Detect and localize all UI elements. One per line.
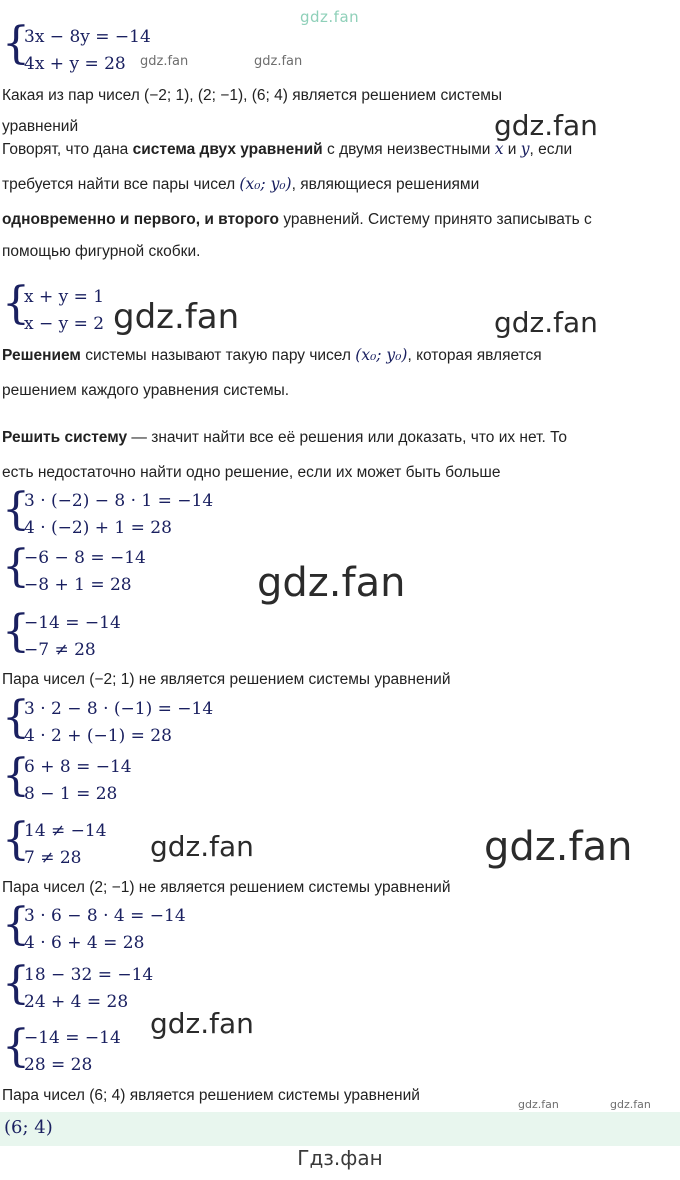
- p1-var-y: y: [520, 140, 530, 158]
- p1-text-a: Говорят, что дана: [2, 141, 133, 158]
- system-2-line-2: x − y = 2: [24, 314, 105, 334]
- check-5-line-1: 6 + 8 = −14: [24, 757, 132, 777]
- answer-highlight: [0, 1112, 680, 1146]
- question-line-2: уравнений: [2, 118, 79, 135]
- conclusion-2: Пара чисел (2; −1) не является решением системы уравнений: [2, 879, 451, 896]
- brace-system-1: {: [2, 18, 30, 69]
- check-3: [24, 610, 121, 664]
- paragraph-1-line-1: [2, 139, 572, 160]
- p5-text-b: системы называют такую пару чисел: [80, 347, 356, 364]
- watermark-8: gdz.fan: [484, 824, 633, 870]
- watermark-9: gdz.fan: [150, 1007, 254, 1040]
- watermark-top: gdz.fan: [300, 8, 360, 26]
- watermark-2: gdz.fan: [254, 54, 303, 69]
- check-3-line-2: −7 ≠ 28: [24, 640, 96, 660]
- paragraph-1-line-3: [2, 210, 592, 230]
- p1-bold: система двух уравнений: [132, 141, 323, 158]
- check-5-line-2: 8 − 1 = 28: [24, 784, 118, 804]
- check-8-line-1: 18 − 32 = −14: [24, 965, 154, 985]
- watermark-3: gdz.fan: [494, 109, 598, 142]
- check-4-line-2: 4 · 2 + (−1) = 28: [24, 726, 172, 746]
- p7-text-b: — значит найти все её решения или доказать, что их нет. То: [127, 429, 567, 446]
- paragraph-1-line-2: [2, 174, 479, 195]
- brace-check-5: {: [2, 750, 30, 801]
- check-5: [24, 754, 132, 808]
- question-line-1: Какая из пар чисел (−2; 1), (2; −1), (6; 4) является решением системы: [2, 87, 502, 104]
- brace-check-4: {: [2, 692, 30, 743]
- p7-bold: Решить систему: [2, 429, 128, 446]
- p2-pair: (x₀; y₀): [239, 175, 292, 193]
- p2-text-a: требуется найти все пары чисел: [2, 176, 240, 193]
- watermark-11: gdz.fan: [610, 1098, 651, 1111]
- check-4: [24, 696, 213, 750]
- check-7: [24, 903, 186, 957]
- system-1-line-1: 3x − 8y = −14: [24, 27, 151, 47]
- check-9: [24, 1025, 121, 1079]
- paragraph-1-line-4: помощью фигурной скобки.: [2, 243, 201, 260]
- check-6-line-1: 14 ≠ −14: [24, 821, 107, 841]
- watermark-4: gdz.fan: [113, 297, 240, 337]
- watermark-1: gdz.fan: [140, 54, 189, 69]
- watermark-10: gdz.fan: [518, 1098, 559, 1111]
- check-2: [24, 545, 146, 599]
- system-1: [24, 24, 151, 78]
- watermark-6: gdz.fan: [257, 560, 406, 606]
- p5-text-d: , которая является: [407, 347, 542, 364]
- conclusion-3: Пара чисел (6; 4) является решением системы уравнений: [2, 1087, 420, 1104]
- check-8-line-2: 24 + 4 = 28: [24, 992, 129, 1012]
- p1-text-c: с двумя неизвестными: [322, 141, 495, 158]
- paragraph-2-line-2: решением каждого уравнения системы.: [2, 382, 290, 399]
- check-4-line-1: 3 · 2 − 8 · (−1) = −14: [24, 699, 214, 719]
- system-1-line-2: 4x + y = 28: [24, 54, 126, 74]
- p5-bold: Решением: [2, 347, 81, 364]
- check-6: [24, 818, 107, 872]
- brace-check-3: {: [2, 606, 30, 657]
- watermark-7: gdz.fan: [150, 830, 254, 863]
- p1-var-x: x: [494, 140, 504, 158]
- check-7-line-2: 4 · 6 + 4 = 28: [24, 933, 145, 953]
- watermark-5: gdz.fan: [494, 306, 598, 339]
- answer-value: (6; 4): [4, 1117, 53, 1138]
- footer-brand: Гдз.фан: [297, 1146, 383, 1170]
- brace-check-7: {: [2, 899, 30, 950]
- check-9-line-2: 28 = 28: [24, 1055, 93, 1075]
- check-1-line-2: 4 · (−2) + 1 = 28: [24, 518, 172, 538]
- check-2-line-2: −8 + 1 = 28: [24, 575, 132, 595]
- p3-text-b: уравнений. Систему принято записывать с: [279, 211, 592, 228]
- check-9-line-1: −14 = −14: [24, 1028, 121, 1048]
- check-7-line-1: 3 · 6 − 8 · 4 = −14: [24, 906, 186, 926]
- p3-bold: одновременно и первого, и второго: [2, 211, 280, 228]
- conclusion-1: Пара чисел (−2; 1) не является решением системы уравнений: [2, 671, 451, 688]
- brace-check-6: {: [2, 814, 30, 865]
- system-2: [24, 284, 104, 338]
- check-8: [24, 962, 153, 1016]
- brace-check-1: {: [2, 484, 30, 535]
- brace-system-2: {: [2, 278, 30, 329]
- check-3-line-1: −14 = −14: [24, 613, 121, 633]
- p1-text-g: , если: [529, 141, 573, 158]
- brace-check-9: {: [2, 1021, 30, 1072]
- p5-pair: (x₀; y₀): [355, 346, 408, 364]
- system-2-line-1: x + y = 1: [24, 287, 105, 307]
- brace-check-2: {: [2, 541, 30, 592]
- paragraph-3-line-1: [2, 428, 567, 448]
- check-2-line-1: −6 − 8 = −14: [24, 548, 146, 568]
- p1-text-e: и: [503, 141, 521, 158]
- check-6-line-2: 7 ≠ 28: [24, 848, 82, 868]
- brace-check-8: {: [2, 958, 30, 1009]
- check-1: [24, 488, 213, 542]
- p2-text-c: , являющиеся решениями: [291, 176, 480, 193]
- check-1-line-1: 3 · (−2) − 8 · 1 = −14: [24, 491, 214, 511]
- paragraph-2-line-1: [2, 345, 542, 366]
- paragraph-3-line-2: есть недостаточно найти одно решение, если их может быть больше: [2, 464, 501, 481]
